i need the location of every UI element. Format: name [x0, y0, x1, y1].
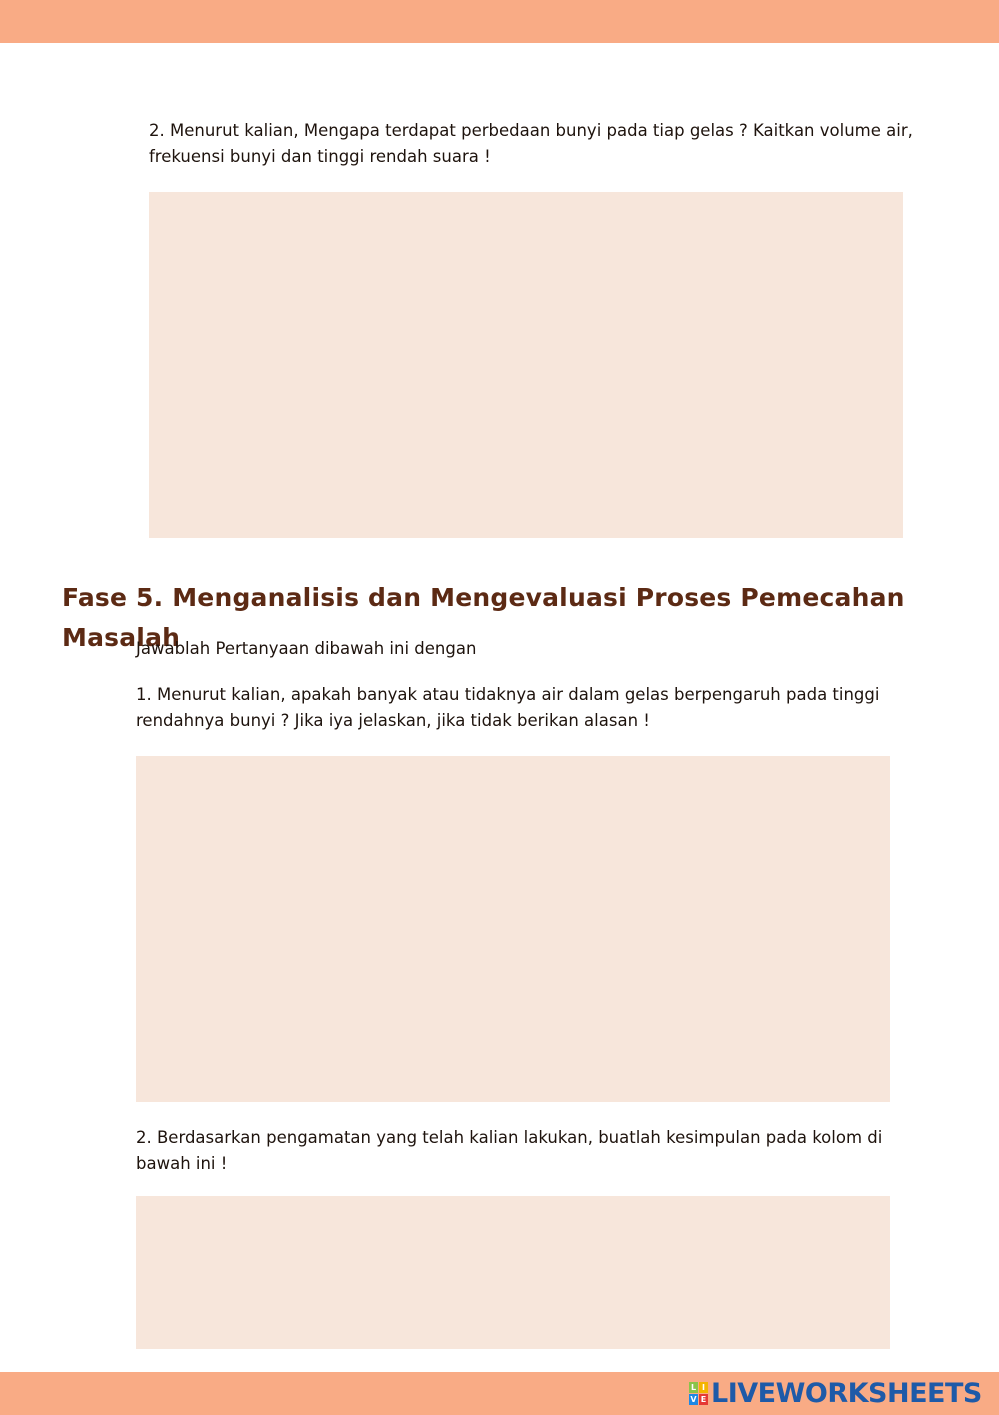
phase-5-instruction: Jawablah Pertanyaan dibawah ini dengan: [136, 639, 477, 658]
phase-5-heading: Fase 5. Menganalisis dan Mengevaluasi Proses Pemecahan Masalah: [62, 583, 905, 652]
answer-box-question-2[interactable]: [149, 192, 903, 538]
liveworksheets-logo-text: LIVEWORKSHEETS: [711, 1377, 982, 1409]
liveworksheets-logo-icon: [689, 1382, 708, 1405]
answer-box-phase-5-question-2[interactable]: [136, 1196, 890, 1349]
logo-mark-letter: I: [699, 1382, 708, 1393]
liveworksheets-logo: [689, 1376, 982, 1410]
logo-mark-letter: V: [690, 1394, 697, 1404]
question-2-text: 2. Menurut kalian, Mengapa terdapat perbedaan bunyi pada tiap gelas ? Kaitkan volume air, frekuensi bunyi dan tinggi rendah suara !: [149, 121, 913, 166]
phase-5-question-1-text: 1. Menurut kalian, apakah banyak atau tidaknya air dalam gelas berpengaruh pada tinggi rendahnya bunyi ? Jika iya jelaskan, jika tidak berikan alasan !: [136, 685, 880, 730]
top-header-band: [0, 0, 999, 43]
logo-mark-letter: E: [700, 1394, 707, 1404]
phase-5-question-2-text: 2. Berdasarkan pengamatan yang telah kalian lakukan, buatlah kesimpulan pada kolom di bawah ini !: [136, 1128, 883, 1173]
logo-mark-letter: L: [690, 1382, 697, 1392]
answer-box-phase-5-question-1[interactable]: [136, 756, 890, 1102]
